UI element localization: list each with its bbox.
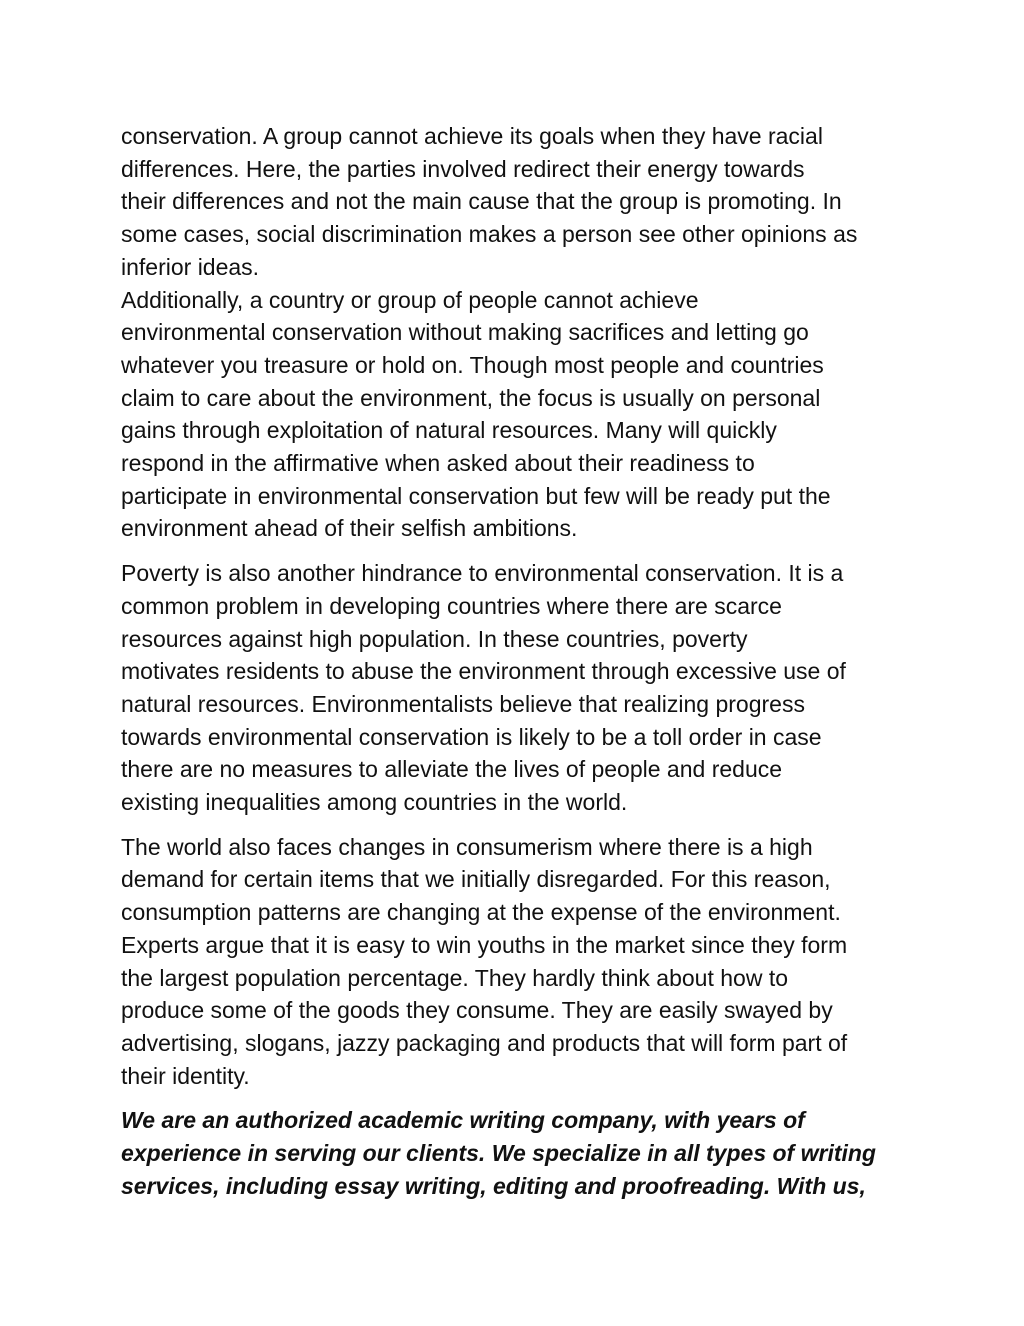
paragraph-racial-differences: conservation. A group cannot achieve its goals when they have racial differences. Here, the parties involved redirect their energy towards their differences and not the main cause that the group is promoting. In some cases, social discrimination makes a person see other opinions as inferior ideas. [121, 123, 858, 280]
paragraph-sacrifices: Additionally, a country or group of people cannot achieve environmental conservation without making sacrifices and letting go whatever you treasure or hold on. Though most people and countries claim to care about the environment, the focus is usually on personal gains through exploitation of natural resources. Many will quickly respond in the affirmative when asked about their readiness to participate in environmental conservation but few will be ready put the environment ahead of their selfish ambitions. [121, 286, 831, 542]
paragraph-promo: We are an authorized academic writing company, with years of experience in serving our clients. We specialize in all types of writing services, including essay writing, editing and proofreading. With us, [121, 1107, 876, 1199]
paragraph-consumerism: The world also faces changes in consumerism where there is a high demand for certain items that we initially disregarded. For this reason, consumption patterns are changing at the expense of the environment. Experts argue that it is easy to win youths in the market since they form the largest population percentage. They hardly think about how to produce some of the goods they consume. They are easily swayed by advertising, slogans, jazzy packaging and products that will form part of their identity. [121, 833, 848, 1089]
paragraph-poverty: Poverty is also another hindrance to environmental conservation. It is a common problem in developing countries where there are scarce resources against high population. In these countries, poverty motivates residents to abuse the environment through excessive use of natural resources. Environmentalists believe that realizing progress towards environmental conservation is likely to be a toll order in case there are no measures to alleviate the lives of people and reduce existing inequalities among countries in the world. [121, 560, 846, 816]
document-body [121, 120, 921, 1203]
